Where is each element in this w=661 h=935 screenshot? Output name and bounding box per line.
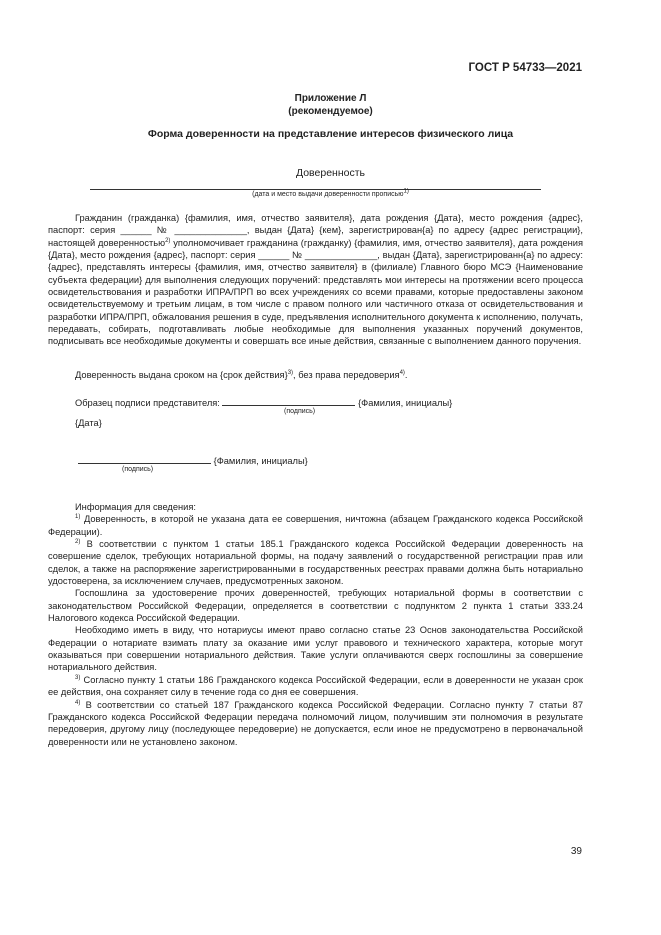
note-text: Доверенность, в которой не указана дата ее совершения, ничтожна (абзацем Гражданского кодекса Российской Федерации). [48, 514, 583, 537]
info-note-1 [48, 513, 583, 538]
signature-caption-2: (подпись) [122, 466, 154, 473]
footnote-mark: 4) [399, 369, 405, 376]
footnote-mark: 1) [403, 188, 409, 195]
term-text: , без права передоверия [293, 370, 400, 380]
annex-heading [0, 92, 661, 118]
term-text: . [404, 370, 408, 380]
main-paragraph [48, 212, 583, 348]
signature-field-2 [78, 454, 211, 464]
form-title: Форма доверенности на представление интересов физического лица [147, 128, 514, 140]
place-date-caption [0, 188, 661, 198]
signature-caption: (подпись) [284, 408, 316, 415]
note-text: В соответствии со статьей 187 Гражданского кодекса Российской Федерации. Согласно пункту 7 статьи 87 Гражданского кодекса Российской Федерации передача полномочий лицом, получившим эти полномочия в результате передоверия, другому лицу (последующее передоверие) не допускается, если иное не предусмотрено в первоначальной доверенности или не установлено законом. [48, 699, 583, 747]
info-note-4 [48, 699, 583, 748]
info-note-2 [48, 538, 583, 587]
footnote-mark: 4) [75, 699, 81, 706]
info-note-2b: Госпошлина за удостоверение прочих доверенностей, требующих нотариальной формы в соответствии с законодательством Российской Федерации, определяется в соответствии с подпунктом 2 пункта 1 статьи 333.24 Налогового кодекса Российской Федерации. [48, 588, 583, 624]
signature-field [222, 396, 355, 406]
paragraph-text: уполномочивает гражданина (гражданку) {фамилия, имя, отчество заявителя}, дата рождения {Дата}, место рождения {адрес}, паспорт: серия ______ № ______________, выдан {Дата}, зарегистрированн{а} по адресу: {адрес}, представлять интересы {фамилия, имя, отчество заявителя} в (филиале) Главного бюро МСЭ {Наименование субъекта федерации} для выполнения следующих поручений: представлять мои интересы на протяжении всего процесса освидетельствования и разработки ИПРА/ПРП во всех учреждениях со всеми правами, которые предоставлены законом освидетельствуемому и третьим лицам, в том числе с правом полного или частичного отказа от освидетельствования и разработки ИПРА/ПРП, обжалования решения в суде, предъявления исполнительного документа к исполнению, получать, передавать, собирать, подготавливать любые необходимые для выполнения указанных поручений документов, подписывать все необходимые документы и совершать все иные действия, связанные с выполнением данного поручения. [48, 237, 583, 347]
info-heading: Информация для сведения: [75, 502, 196, 512]
place-caption-text: (дата и место выдачи доверенности прописью [252, 191, 404, 198]
info-note-2c: Необходимо иметь в виду, что нотариусы имеют право согласно статье 23 Основ законодательства Российской Федерации о нотариате взимать плату за оказание ими услуг правового и технического характера, которые могут оказываться при совершении нотариального действия. Такие услуги оплачиваются сверх госпошлины за совершение нотариального действия. [48, 625, 583, 673]
signature-line-2 [78, 454, 308, 467]
sample-label: Образец подписи представителя: [75, 398, 220, 408]
paragraph-text: Гражданин (гражданка) {фамилия, имя, отчество заявителя}, дата рождения {Дата}, место рождения {адрес}, паспорт: серия ______ № ______________, выдан {Дата} {кем}, зарегистрирован{а} по адресу {адрес регистрации}, настоящей доверенностью [48, 213, 583, 248]
footnote-mark: 2) [75, 538, 81, 545]
sample-name: {Фамилия, инициалы} [358, 398, 453, 408]
sample-date: {Дата} [75, 418, 102, 428]
footnote-mark: 2) [165, 237, 171, 244]
page-number: 39 [570, 846, 582, 857]
footnote-mark: 3) [75, 674, 81, 681]
term-line [75, 369, 408, 381]
document-title: Доверенность [295, 167, 365, 179]
annex-title: Приложение Л [294, 93, 367, 104]
annex-status: (рекомендуемое) [288, 106, 373, 117]
info-note-3 [48, 674, 583, 699]
info-section [48, 501, 583, 748]
place-date-line [90, 189, 541, 190]
note-text: Согласно пункту 1 статьи 186 Гражданского кодекса Российской Федерации, если в доверенности не указан срок ее действия, она сохраняет силу в течение года со дня ее совершения. [48, 674, 583, 698]
footnote-mark: 1) [75, 514, 81, 521]
standard-code: ГОСТ Р 54733—2021 [468, 62, 582, 74]
term-text: Доверенность выдана сроком на {срок действия} [75, 370, 288, 380]
signature-name-2: {Фамилия, инициалы} [213, 456, 308, 466]
footnote-mark: 3) [287, 369, 294, 376]
note-text: В соответствии с пунктом 1 статьи 185.1 Гражданского кодекса Российской Федерации доверенность на совершение сделок, требующих нотариальной формы, на подачу заявлений о государственной регистрации прав или сделок, а также на распоряжение зарегистрированными в государственных реестрах правами должна быть нотариально удостоверена, за исключением случаев, предусмотренных законом. [48, 539, 583, 587]
sample-signature-line [75, 396, 452, 409]
